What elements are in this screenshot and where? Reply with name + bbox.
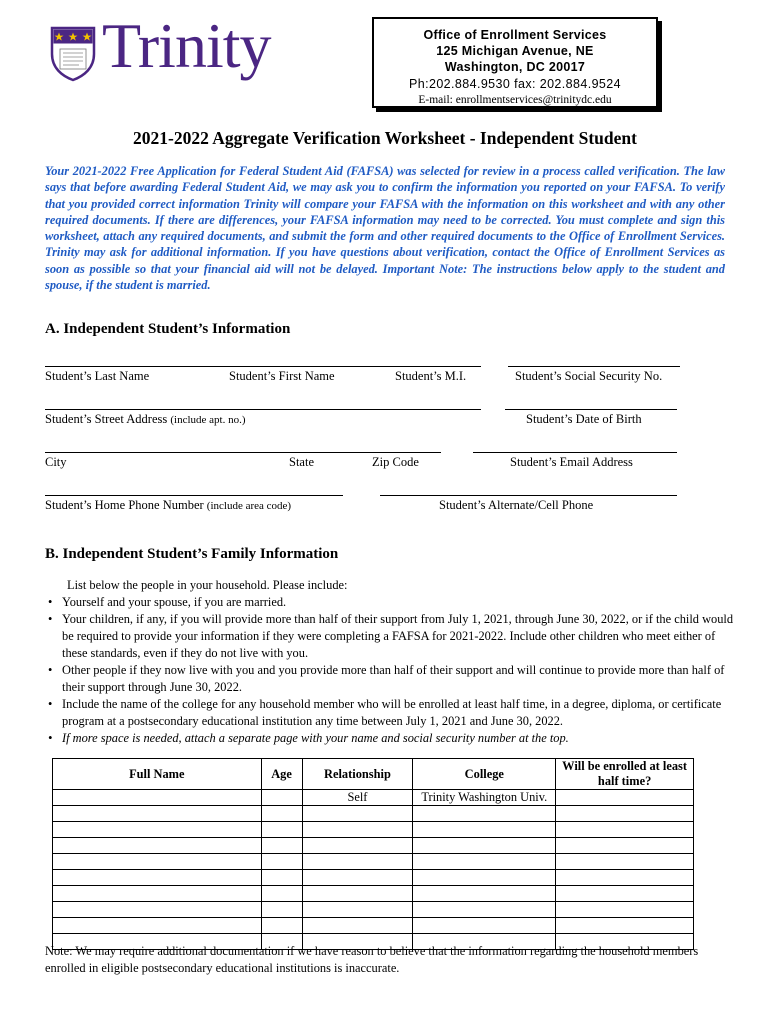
cell-enrolled[interactable] (556, 822, 694, 838)
household-lead: List below the people in your household. Please include: (67, 578, 348, 592)
cell-full-name[interactable] (53, 822, 262, 838)
cell-relationship[interactable] (302, 918, 413, 934)
cell-relationship[interactable] (302, 806, 413, 822)
cell-college[interactable] (413, 822, 556, 838)
bullet-item: • Yourself and your spouse, if you are married. (45, 594, 735, 611)
cell-age[interactable] (261, 806, 302, 822)
street-address-line[interactable] (45, 409, 481, 410)
section-b-title: B. Independent Student’s Family Information (45, 546, 339, 562)
cell-full-name[interactable] (53, 870, 262, 886)
label-street-address (45, 412, 246, 427)
label-home-phone-note: (include area code) (206, 500, 292, 512)
section-a-title: A. Independent Student’s Information (45, 321, 291, 337)
office-contact-box (372, 17, 658, 108)
household-instructions (45, 577, 735, 747)
cell-full-name[interactable] (53, 886, 262, 902)
cell-relationship[interactable] (302, 870, 413, 886)
trinity-wordmark: Trinity (102, 10, 271, 81)
cell-college[interactable] (413, 918, 556, 934)
cell-enrolled[interactable] (556, 886, 694, 902)
cell-age[interactable] (261, 854, 302, 870)
ssn-line[interactable] (508, 366, 680, 367)
cell-relationship[interactable] (302, 854, 413, 870)
cell-college: Trinity Washington Univ. (413, 790, 556, 806)
table-row (53, 806, 694, 822)
label-home-phone (45, 498, 291, 513)
cell-full-name[interactable] (53, 790, 262, 806)
cell-college[interactable] (413, 838, 556, 854)
cell-enrolled[interactable] (556, 854, 694, 870)
label-street-address-note: (include apt. no.) (170, 414, 246, 426)
cell-college[interactable] (413, 886, 556, 902)
label-first-name: Student’s First Name (229, 369, 335, 383)
label-state: State (289, 455, 314, 469)
cell-age[interactable] (261, 902, 302, 918)
intro-paragraph: Your 2021-2022 Free Application for Federal Student Aid (FAFSA) was selected for review in a process called verification. The law says that before awarding Federal Student Aid, we may ask you to confirm the information you reported on your FAFSA. To verify that you provided correct information Trinity will compare your FAFSA with the information on this worksheet and with any other required documents. If there are differences, your FAFSA information may need to be corrected. You must complete and sign this worksheet, attach any required documents, and submit the form and other required documents to the Office of Enrollment Services. Trinity may ask for additional information. If you have questions about verification, contact the Office of Enrollment Services as soon as possible so that your financial aid will not be delayed. Important Note: The instructions below apply to the student and spouse, if the student is married. (45, 164, 725, 293)
cell-enrolled[interactable] (556, 838, 694, 854)
cell-relationship[interactable] (302, 902, 413, 918)
household-table (52, 758, 694, 950)
table-row (53, 870, 694, 886)
cell-enrolled[interactable] (556, 806, 694, 822)
office-email: E-mail: enrollmentservices@trinitydc.edu (418, 94, 612, 106)
cell-college[interactable] (413, 854, 556, 870)
cell-full-name[interactable] (53, 902, 262, 918)
table-row (53, 886, 694, 902)
cell-full-name[interactable] (53, 806, 262, 822)
header-relationship: Relationship (302, 759, 413, 790)
table-row (53, 918, 694, 934)
bullet-item: • Other people if they now live with you and you provide more than half of their support and will continue to provide more than half of their support through June 30, 2022. (45, 662, 735, 696)
cell-relationship[interactable] (302, 822, 413, 838)
header-age: Age (261, 759, 302, 790)
cell-full-name[interactable] (53, 838, 262, 854)
table-row (53, 822, 694, 838)
cell-relationship[interactable] (302, 886, 413, 902)
table-row (53, 790, 694, 806)
cell-college[interactable] (413, 902, 556, 918)
label-city: City (45, 455, 67, 469)
table-row (53, 838, 694, 854)
cell-enrolled[interactable] (556, 902, 694, 918)
note-paragraph: Note: We may require additional documentation if we have reason to believe that the information regarding the household members enrolled in eligible postsecondary educational institutions is inaccurate. (45, 944, 699, 975)
header-college: College (413, 759, 556, 790)
cell-age[interactable] (261, 838, 302, 854)
page-title: 2021-2022 Aggregate Verification Worksheet - Independent Student (133, 128, 637, 148)
cell-age[interactable] (261, 790, 302, 806)
home-phone-line[interactable] (45, 495, 343, 496)
office-street: 125 Michigan Avenue, NE (436, 44, 594, 58)
dob-line[interactable] (505, 409, 677, 410)
city-state-zip-line[interactable] (45, 452, 441, 453)
cell-college[interactable] (413, 870, 556, 886)
cell-full-name[interactable] (53, 854, 262, 870)
cell-age[interactable] (261, 822, 302, 838)
email-line[interactable] (473, 452, 677, 453)
label-alt-phone: Student’s Alternate/Cell Phone (439, 498, 594, 512)
cell-age[interactable] (261, 870, 302, 886)
label-email: Student’s Email Address (510, 455, 633, 469)
label-dob: Student’s Date of Birth (526, 412, 642, 426)
cell-full-name[interactable] (53, 918, 262, 934)
alt-phone-line[interactable] (380, 495, 677, 496)
label-home-phone-text: Student’s Home Phone Number (45, 498, 204, 512)
trinity-shield-logo (50, 26, 96, 82)
table-row (53, 854, 694, 870)
label-ssn: Student’s Social Security No. (515, 369, 663, 383)
label-last-name: Student’s Last Name (45, 369, 150, 383)
cell-relationship: Self (302, 790, 413, 806)
cell-college[interactable] (413, 806, 556, 822)
office-name: Office of Enrollment Services (423, 28, 607, 42)
table-row (53, 902, 694, 918)
cell-enrolled[interactable] (556, 870, 694, 886)
label-zip: Zip Code (372, 455, 419, 469)
cell-age[interactable] (261, 886, 302, 902)
bullet-item-extra-space: • If more space is needed, attach a separate page with your name and social security number at the top. (45, 730, 735, 747)
header-full-name: Full Name (53, 759, 262, 790)
bullet-item: • Include the name of the college for any household member who will be enrolled at least half time, in a degree, diploma, or certificate program at a postsecondary educational institution any time between July 1, 2021 and June 30, 2022. (45, 696, 735, 730)
cell-enrolled[interactable] (556, 918, 694, 934)
table-header-row (53, 759, 694, 790)
cell-enrolled[interactable] (556, 790, 694, 806)
header-enrolled-half-time: Will be enrolled at least half time? (556, 759, 694, 790)
bullet-item: • Your children, if any, if you will provide more than half of their support from July 1, 2021, through June 30, 2022, or if the child would be required to provide your information if they were completing a FAFSA for 2021-2022. Include other children who meet either of these standards, even if they do not live with you. (45, 611, 735, 662)
cell-age[interactable] (261, 918, 302, 934)
cell-relationship[interactable] (302, 838, 413, 854)
label-street-address-text: Student’s Street Address (45, 412, 168, 426)
office-city: Washington, DC 20017 (444, 60, 586, 74)
office-phone-fax: Ph:202.884.9530 fax: 202.884.9524 (409, 77, 621, 91)
label-mi: Student’s M.I. (395, 369, 467, 383)
last-first-mi-line[interactable] (45, 366, 481, 367)
